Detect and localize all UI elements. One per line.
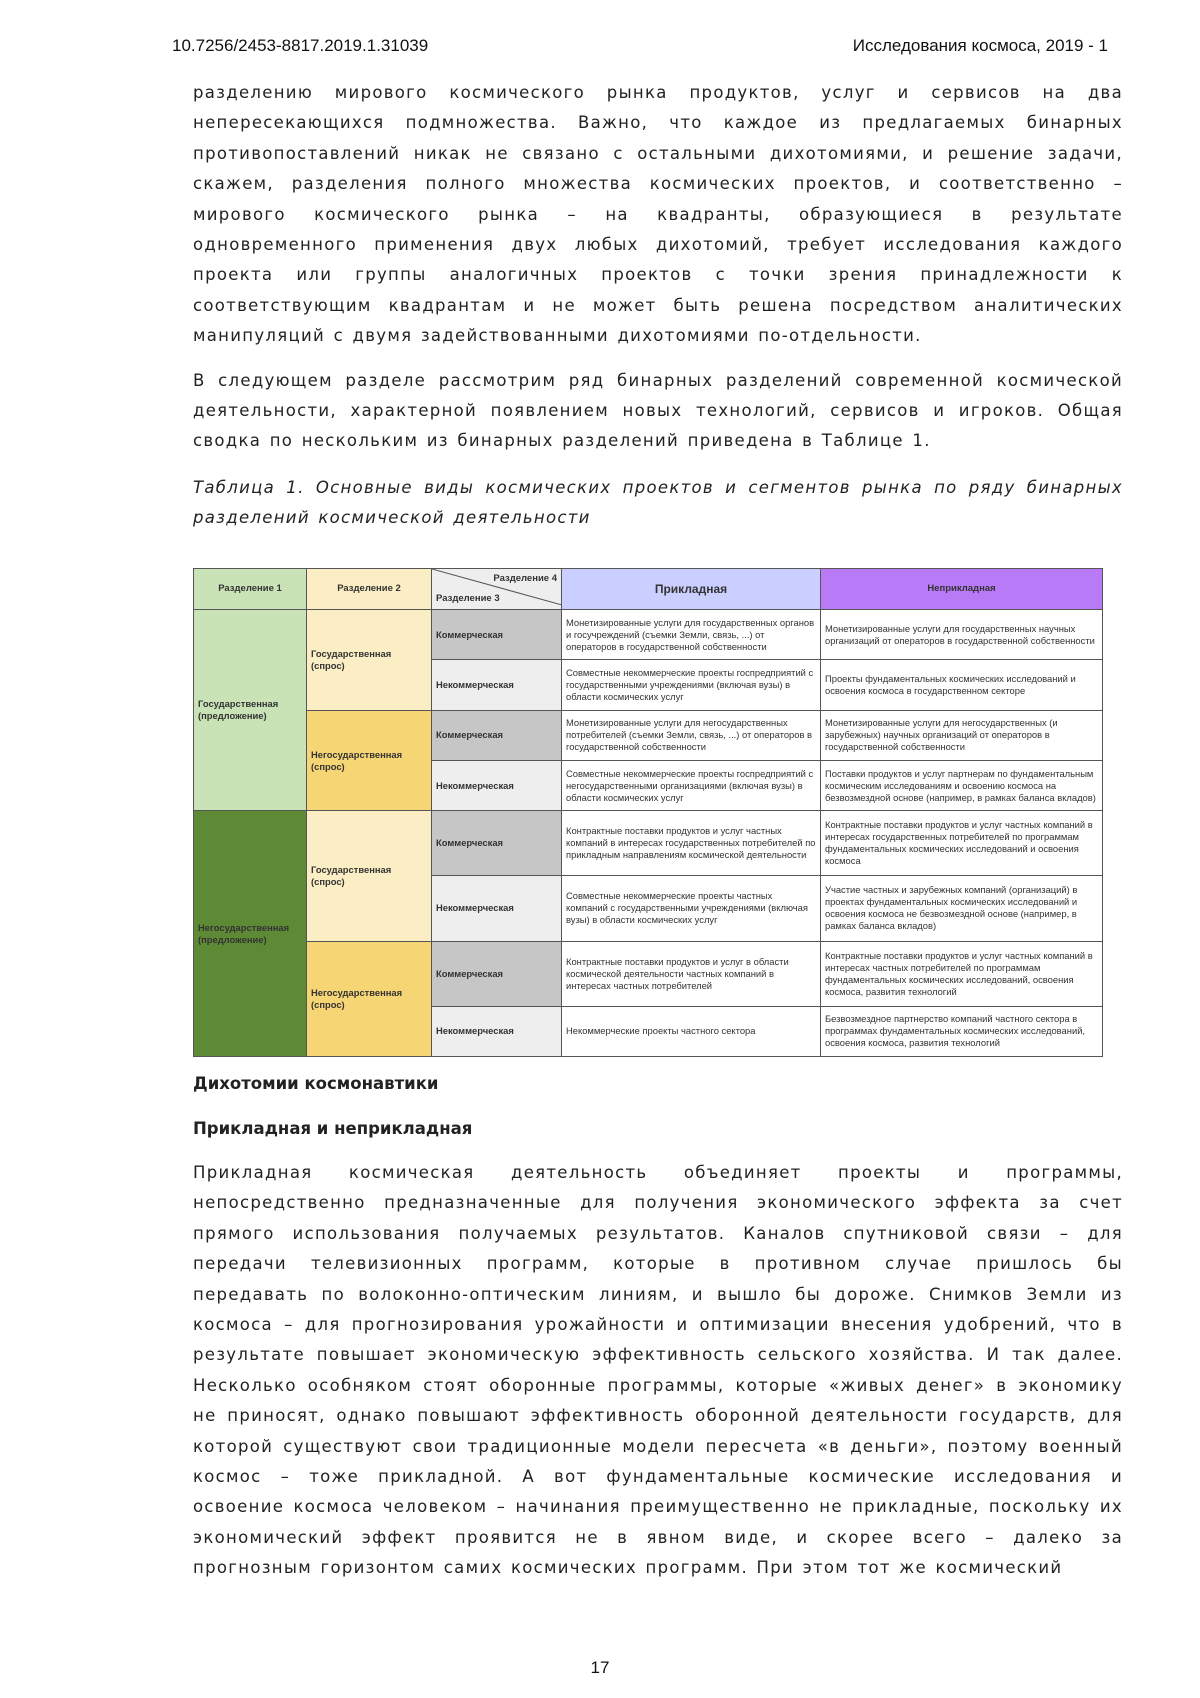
commercial-cell: Коммерческая	[432, 710, 562, 760]
table-cell: Совместные некоммерческие проекты госпредприятий с государственными учреждениями (включая вузы) в области космических услуг	[562, 660, 821, 710]
commercial-cell: Коммерческая	[432, 610, 562, 660]
table-cell: Поставки продуктов и услуг партнерам по фундаментальным космическим исследованиям и освоению космоса на безвозмездной основе (например, в рамках баланса вкладов)	[821, 761, 1103, 811]
page-number: 17	[590, 1658, 610, 1677]
supply-nonstate-cell: Негосударственная (предложение)	[194, 811, 307, 1057]
table-cell: Безвозмездное партнерство компаний частного сектора в программах фундаментальных космических исследований, освоения космоса, развития технологий	[821, 1006, 1103, 1056]
table-cell: Совместные некоммерческие проекты частных компаний с государственными учреждениями (включая вузы) в области космических услуг	[562, 876, 821, 941]
header-division-2: Разделение 2	[307, 569, 432, 610]
demand-state-cell: Государственная (спрос)	[307, 811, 432, 941]
subsection-heading: Прикладная и неприкладная	[193, 1119, 473, 1138]
section-heading: Дихотомии космонавтики	[193, 1074, 439, 1093]
commercial-cell: Коммерческая	[432, 941, 562, 1006]
table-cell: Монетизированные услуги для негосударственных потребителей (съемки Земли, связь, ...) от операторов в государственной собственности	[562, 710, 821, 760]
header-nonapplied: Неприкладная	[821, 569, 1103, 610]
noncommercial-cell: Некоммерческая	[432, 761, 562, 811]
dichotomy-table	[193, 568, 1103, 1057]
table-cell: Монетизированные услуги для государственных научных организаций от операторов в государственной собственности	[821, 610, 1103, 660]
table-cell: Контрактные поставки продуктов и услуг частных компаний в интересах государственных потребителей по прикладным направлениям космической деятельности	[562, 811, 821, 876]
table-caption: Таблица 1. Основные виды космических проектов и сегментов рынка по ряду бинарных разделений космической деятельности	[193, 477, 1123, 528]
table-row	[194, 610, 1103, 660]
table-cell: Контрактные поставки продуктов и услуг частных компаний в интересах частных потребителей по программам фундаментальных космических исследований, освоения космоса, развития технологий	[821, 941, 1103, 1006]
table-cell: Монетизированные услуги для государственных органов и госучреждений (съемки Земли, связь, ...) от операторов в государственной собственности	[562, 610, 821, 660]
table-row	[194, 941, 1103, 1006]
header-division-1: Разделение 1	[194, 569, 307, 610]
paragraph-1: разделению мирового космического рынка продуктов, услуг и сервисов на два непересекающихся подмножества. Важно, что каждое из предлагаемых бинарных противопоставлений никак не связано с остальными дихотомиями, и решение задачи, скажем, разделения полного множества космических проектов, и соответственно – мирового космического рынка – на квадранты, образующиеся в результате одновременного применения двух любых дихотомий, требует исследования каждого проекта или группы аналогичных проектов с точки зрения принадлежности к соответствующим квадрантам и не может быть решена посредством аналитических манипуляций с двумя задействованными дихотомиями по-отдельности.	[193, 83, 1123, 346]
table-row	[194, 710, 1103, 760]
commercial-cell: Коммерческая	[432, 811, 562, 876]
noncommercial-cell: Некоммерческая	[432, 660, 562, 710]
demand-nonstate-cell: Негосударственная (спрос)	[307, 710, 432, 811]
table-cell: Монетизированные услуги для негосударственных (и зарубежных) научных организаций от операторов в государственной собственности	[821, 710, 1103, 760]
table-cell: Совместные некоммерческие проекты госпредприятий с негосударственными организациями (включая вузы) в области космических услуг	[562, 761, 821, 811]
demand-nonstate-cell: Негосударственная (спрос)	[307, 941, 432, 1056]
paragraph-2: В следующем разделе рассмотрим ряд бинарных разделений современной космической деятельности, характерной появлением новых технологий, сервисов и игроков. Общая сводка по нескольким из бинарных разделений приведена в Таблице 1.	[193, 370, 1123, 451]
header-division-3: Разделение 3	[436, 593, 500, 604]
header-applied: Прикладная	[562, 569, 821, 610]
paragraph-3: Прикладная космическая деятельность объединяет проекты и программы, непосредственно предназначенные для получения экономического эффекта за счет прямого использования получаемых результатов. Каналов спутниковой связи – для передачи телевизионных программ, которые в противном случае пришлось бы передавать по волоконно-оптическим линиям, и вышло бы дороже. Снимков Земли из космоса – для прогнозирования урожайности и оптимизации внесения удобрений, что в результате повышает экономическую эффективность сельского хозяйства. И так далее. Несколько особняком стоят оборонные программы, которые «живых денег» в экономику не приносят, однако повышают эффективность оборонной деятельности государств, для которой существуют свои традиционные модели пересчета «в деньги», поэтому военный космос – тоже прикладной. А вот фундаментальные космические исследования и освоение космоса человеком – начинания преимущественно не прикладные, поскольку их экономический эффект проявится не в явном виде, и скорее всего – далеко за прогнозным горизонтом самих космических программ. При этом тот же космический	[193, 1163, 1123, 1578]
header-division-4: Разделение 4	[493, 573, 557, 584]
supply-state-cell: Государственная (предложение)	[194, 610, 307, 811]
noncommercial-cell: Некоммерческая	[432, 876, 562, 941]
table-header-row	[194, 569, 1103, 610]
text-top	[193, 78, 1123, 534]
demand-state-cell: Государственная (спрос)	[307, 610, 432, 711]
table-cell: Контрактные поставки продуктов и услуг в области космической деятельности частных компаний в интересах частных потребителей	[562, 941, 821, 1006]
header-division-3-4	[432, 569, 562, 610]
table-cell: Участие частных и зарубежных компаний (организаций) в проектах фундаментальных космических исследований и освоения космоса не безвозмездной основе (например, в рамках баланса вкладов)	[821, 876, 1103, 941]
noncommercial-cell: Некоммерческая	[432, 1006, 562, 1056]
table-cell: Проекты фундаментальных космических исследований и освоения космоса в государственном секторе	[821, 660, 1103, 710]
table-cell: Контрактные поставки продуктов и услуг частных компаний в интересах государственных потребителей по программам фундаментальных космических исследований и освоения космоса	[821, 811, 1103, 876]
table-row	[194, 811, 1103, 876]
table-1	[193, 568, 1102, 1057]
text-bottom	[193, 1074, 1123, 1584]
journal-header: Исследования космоса, 2019 - 1	[852, 36, 1108, 55]
doi-header: 10.7256/2453-8817.2019.1.31039	[172, 36, 429, 55]
table-cell: Некоммерческие проекты частного сектора	[562, 1006, 821, 1056]
